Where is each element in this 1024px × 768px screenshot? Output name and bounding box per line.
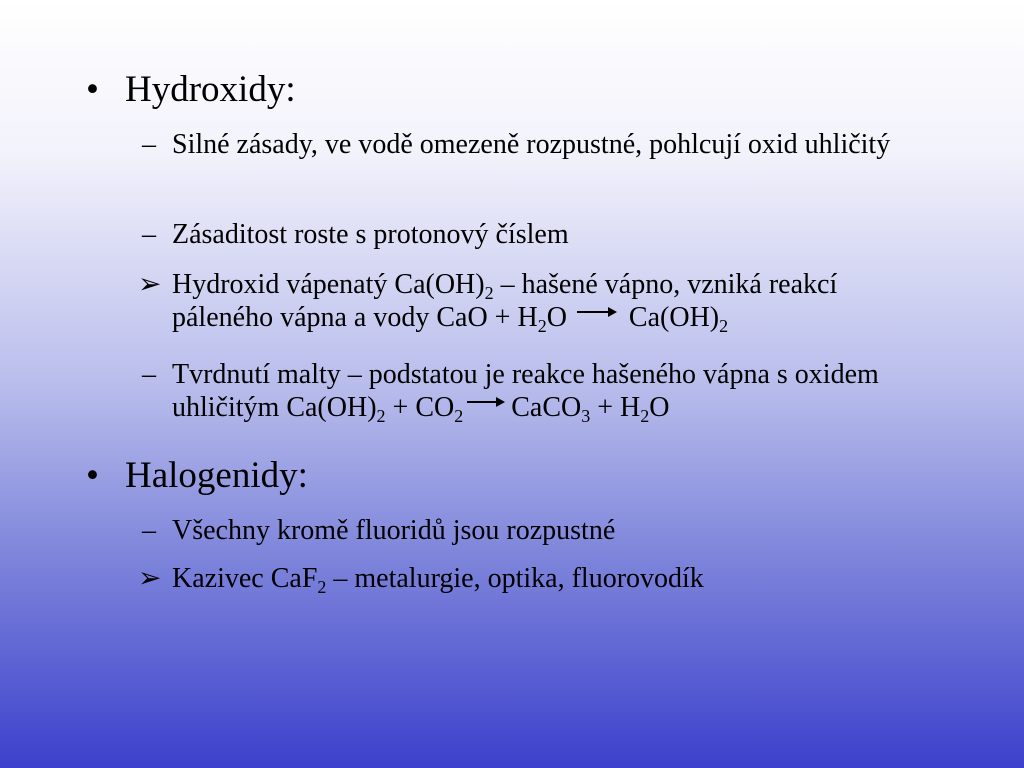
item-text-calcium-hydroxide: Hydroxid vápenatý $Ca(OH)_2$ – hašené vápno, vzniká reakcí páleného vápna a vody CaO + $H_2O$ $Ca(OH)_2$	[172, 269, 838, 336]
dash-bullet-icon: –	[142, 129, 156, 160]
arrowhead-bullet-icon: ➢	[138, 269, 162, 300]
reaction-arrow-icon	[467, 392, 505, 412]
list-item	[138, 218, 938, 251]
dash-bullet-icon: –	[142, 219, 156, 250]
arrowhead-bullet-icon: ➢	[138, 563, 162, 594]
list-item	[138, 562, 938, 595]
item-text: Zásaditost roste s protonový číslem	[172, 219, 569, 250]
list-item	[138, 128, 938, 161]
item-text-mortar-hardening: Tvrdnutí malty – podstatou je reakce hašeného vápna s oxidem uhličitým $Ca(OH)_2 + CO_2$ CaCO$_3$ + $H_2O$	[172, 359, 879, 426]
round-bullet-icon: •	[86, 455, 99, 496]
dash-bullet-icon: –	[142, 515, 156, 546]
dash-bullet-icon: –	[142, 359, 156, 390]
list-item	[138, 358, 938, 424]
round-bullet-icon: •	[86, 69, 99, 110]
item-text: Silné zásady, ve vodě omezeně rozpustné, pohlcují oxid uhličitý	[172, 129, 891, 160]
item-text: Všechny kromě fluoridů jsou rozpustné	[172, 515, 616, 546]
list-item	[138, 268, 938, 334]
reaction-arrow-icon	[577, 302, 617, 322]
section-heading: Halogenidy:	[125, 455, 308, 496]
list-item	[138, 514, 938, 547]
item-text-fluorite: Kazivec CaF$_2$ – metalurgie, optika, fluorovodík	[172, 563, 704, 597]
section-heading: Hydroxidy:	[125, 69, 296, 110]
